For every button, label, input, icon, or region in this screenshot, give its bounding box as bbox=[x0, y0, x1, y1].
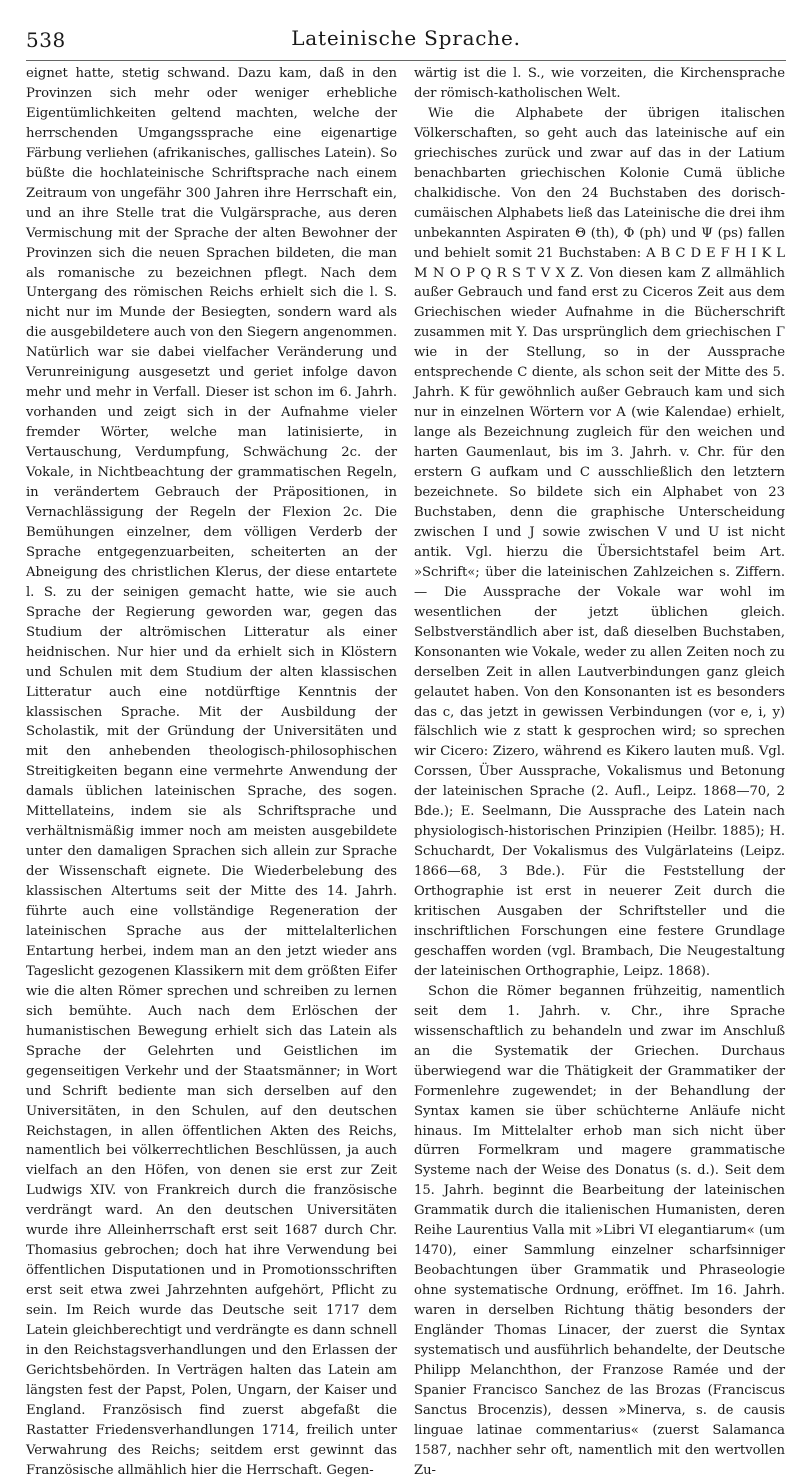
right-column bbox=[414, 64, 785, 1481]
paragraph: Schon die Römer begannen frühzeitig, namentlich seit dem 1. Jahrh. v. Chr., ihre Sprache wissenschaftlich zu behandeln und zwar im Anschluß an die Systematik der Griechen. Durchaus überwiegend war die Thätigkeit der Grammatiker der Formenlehre zugewendet; in der Behandlung der Syntax kamen sie über schüchterne Anläufe nicht hinaus. Im Mittelalter erhob man sich nicht über dürren Formelkram und magere grammatische Systeme nach der Weise des Donatus (s. d.). Seit dem 15. Jahrh. beginnt die Bearbeitung der lateinischen Grammatik durch die italienischen Humanisten, deren Reihe Laurentius Valla mit »Libri VI elegantiarum« (um 1470), einer Sammlung einzelner scharfsinniger Beobachtungen über Grammatik und Phraseologie ohne systematische Ordnung, eröffnet. Im 16. Jahrh. waren in derselben Richtung thätig besonders der Engländer Thomas Linacer, der zuerst die Syntax systematisch und ausführlich behandelte, der Deutsche Philipp Melanchthon, der Franzose Ramée und der Spanier Francisco Sanchez de las Brozas (Franciscus Sanctus Brocenzis), dessen »Minerva, s. de causis linguae latinae commentarius« (zuerst Salamanca 1587, nachher sehr oft, namentlich mit den wertvollen Zu- bbox=[414, 983, 785, 1478]
left-column bbox=[26, 64, 397, 1481]
page-header bbox=[26, 22, 786, 58]
paragraph: Wie die Alphabete der übrigen italischen Völkerschaften, so geht auch das lateinische auf ein griechisches zurück und zwar auf das in der Latium benachbarten griechischen Kolonie Cumä übliche chalkidische. Von den 24 Buchstaben des dorisch-cumäischen Alphabets ließ das Lateinische die drei ihm unbekannten Aspiraten Θ (th), Φ (ph) und Ψ (ps) fallen und behielt somit 21 Buchstaben: A B C D E F H I K L M N O P Q R S T V X Z. Von diesen kam Z allmählich außer Gebrauch und fand erst zu Ciceros Zeit aus dem Griechischen wieder Aufnahme in die Bücherschrift zusammen mit Y. Das ursprünglich dem griechischen Γ wie in der Stellung, so in der Aussprache entsprechende C diente, als schon seit der Mitte des 5. Jahrh. K für gewöhnlich außer Gebrauch kam und sich nur in einzelnen Wörtern vor A (wie Kalendae) erhielt, lange als Bezeichnung zugleich für den weichen und harten Gaumenlaut, bis im 3. Jahrh. v. Chr. für den erstern G aufkam und C ausschließlich den letztern bezeichnete. So bildete sich ein Alphabet von 23 Buchstaben, denn die graphische Unterscheidung zwischen I und J sowie zwischen V und U ist nicht antik. Vgl. hierzu die Übersichtstafel beim Art. »Schrift«; über die lateinischen Zahlzeichen s. Ziffern. — Die Aussprache der Vokale war wohl im wesentlichen der jetzt üblichen gleich. Selbstverständlich aber ist, daß dieselben Buchstaben, Konsonanten wie Vokale, weder zu allen Zeiten noch zu derselben Zeit in allen Lautverbindungen ganz gleich gelautet haben. Von den Konsonanten ist es besonders das c, das jetzt in gewissen Verbindungen (vor e, i, y) fälschlich wie z statt k gesprochen wird; so sprechen wir Cicero: Zizero, während es Kikero lauten muß. Vgl. Corssen, Über Aussprache, Vokalismus und Betonung der lateinischen Sprache (2. Aufl., Leipz. 1868—70, 2 Bde.); E. Seelmann, Die Aussprache des Latein nach physiologisch-historischen Prinzipien (Heilbr. 1885); H. Schuchardt, Der Vokalismus des Vulgärlateins (Leipz. 1866—68, 3 Bde.). Für die Feststellung der Orthographie ist erst in neuerer Zeit durch die kritischen Ausgaben der Schriftsteller und die inschriftlichen Forschungen eine festere Grundlage geschaffen worden (vgl. Brambach, Die Neugestaltung der lateinischen Orthographie, Leipz. 1868). bbox=[414, 105, 785, 979]
paragraph: eignet hatte, stetig schwand. Dazu kam, daß in den Provinzen sich mehr oder weniger erhebliche Eigentümlichkeiten geltend machten, welche der herrschenden Umgangssprache eine eigenartige Färbung verliehen (afrikanisches, gallisches Latein). So büßte die hochlateinische Schriftsprache nach einem Zeitraum von ungefähr 300 Jahren ihre Herrschaft ein, und an ihre Stelle trat die Vulgärsprache, aus deren Vermischung mit der Sprache der alten Bewohner der Provinzen sich die neuen Sprachen bildeten, die man als romanische zu bezeichnen pflegt. Nach dem Untergang des römischen Reichs erhielt sich die l. S. nicht nur im Munde der Besiegten, sondern ward als die ausgebildetere auch von den Siegern angenommen. Natürlich war sie dabei vielfacher Veränderung und Verunreinigung ausgesetzt und geriet infolge davon mehr und mehr in Verfall. Dieser ist schon im 6. Jahrh. vorhanden und zeigt sich in der Aufnahme vieler fremder Wörter, welche man latinisierte, in Vertauschung, Verdumpfung, Schwächung 2c. der Vokale, in Nichtbeachtung der grammatischen Regeln, in verändertem Gebrauch der Präpositionen, in Vernachlässigung der Regeln der Flexion 2c. Die Bemühungen einzelner, dem völligen Verderb der Sprache entgegenzuarbeiten, scheiterten an der Abneigung des christlichen Klerus, der diese entartete l. S. zu der seinigen gemacht hatte, wie sie auch Sprache der Regierung geworden war, gegen das Studium der altrömischen Litteratur als einer heidnischen. Nur hier und da erhielt sich in Klöstern und Schulen mit dem Studium der alten klassischen Litteratur auch eine notdürftige Kenntnis der klassischen Sprache. Mit der Ausbildung der Scholastik, mit der Gründung der Universitäten und mit den anhebenden theologisch-philosophischen Streitigkeiten begann eine vermehrte Anwendung der damals üblichen lateinischen Sprache, des sogen. Mittellateins, indem sie als Schriftsprache und verhältnismäßig immer noch am meisten ausgebildete unter den damaligen Sprachen sich allein zur Sprache der Wissenschaft eignete. Die Wiederbelebung des klassischen Altertums seit der Mitte des 14. Jahrh. führte auch eine vollständige Regeneration der lateinischen Sprache aus der mittelalterlichen Entartung herbei, indem man an den jetzt wieder ans Tageslicht gezogenen Klassikern mit dem größten Eifer wie die alten Römer sprechen und schreiben zu lernen sich bemühte. Auch nach dem Erlöschen der humanistischen Bewegung erhielt sich das Latein als Sprache der Gelehrten und Geistlichen im gegenseitigen Verkehr und der Staatsmänner; in Wort und Schrift bediente man sich derselben auf den Universitäten, in den Schulen, auf den deutschen Reichstagen, in allen öffentlichen Akten des Reichs, namentlich bei völkerrechtlichen Beschlüssen, ja auch vielfach an den Höfen, von denen sie erst zur Zeit Ludwigs XIV. von Frankreich durch die französische verdrängt ward. An den deutschen Universitäten wurde ihre Alleinherrschaft erst seit 1687 durch Chr. Thomasius gebrochen; doch hat ihre Verwendung bei öffentlichen Disputationen und in Promotionsschriften erst seit etwa zwei Jahrzehnten aufgehört, Pflicht zu sein. Im Reich wurde das Deutsche seit 1717 dem Latein gleichberechtigt und verdrängte es dann schnell in den Reichstagsverhandlungen und den Erlassen der Gerichtsbehörden. In Verträgen halten das Latein am längsten fest der Papst, Polen, Ungarn, der Kaiser und England. Französisch find zuerst abgefaßt die Rastatter Friedensverhandlungen 1714, freilich unter Verwahrung des Reichs; seitdem erst gewinnt das Französische allmählich hier die Herrschaft. Gegen- bbox=[26, 66, 397, 1478]
paragraph: wärtig ist die l. S., wie vorzeiten, die Kirchensprache der römisch-katholischen Welt. bbox=[414, 66, 785, 101]
page-number: 538 bbox=[26, 28, 66, 52]
running-title: Lateinische Sprache. bbox=[291, 26, 521, 50]
header-rule bbox=[26, 60, 786, 61]
